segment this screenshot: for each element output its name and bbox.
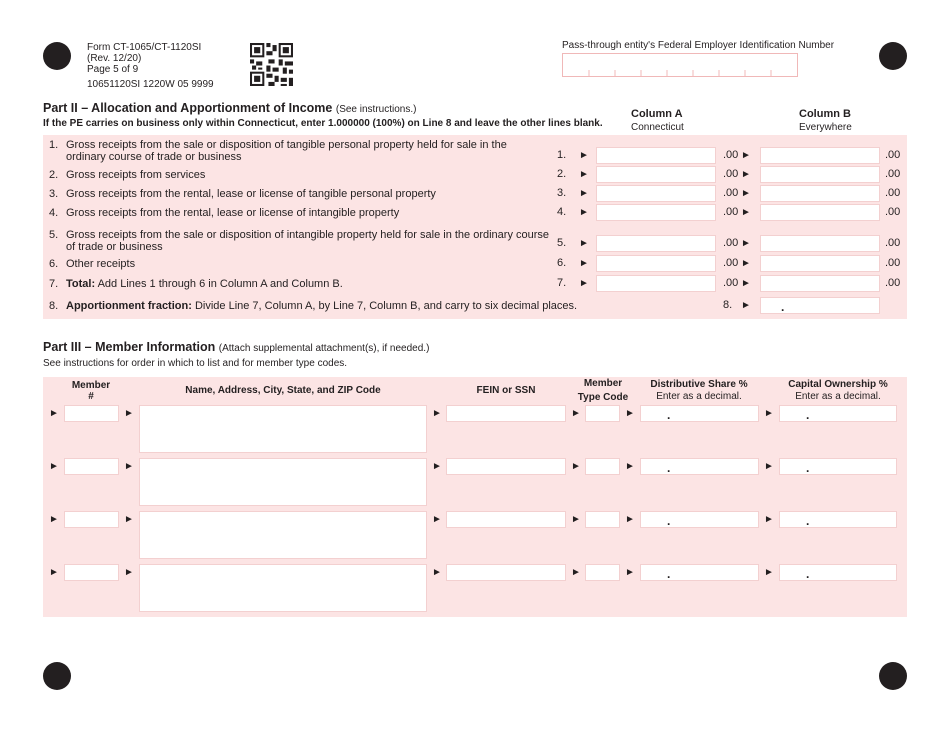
fein-digit-separators [563, 54, 797, 76]
decimal-point: . [667, 514, 671, 528]
member-name-address-input[interactable] [139, 405, 427, 453]
column-a-input[interactable] [596, 185, 716, 202]
form-code: 10651120SI 1220W 05 9999 [87, 79, 214, 90]
cents-label: .00 [723, 277, 739, 289]
capital-ownership-input[interactable] [779, 458, 897, 475]
line8-text: Divide Line 7, Column A, by Line 7, Column B, and carry to six decimal places. [194, 300, 578, 312]
column-b-input[interactable] [760, 166, 880, 183]
part2-note: If the PE carries on business only within Connecticut, enter 1.000000 (100%) on Line 8 and leave the other lines blank. [43, 118, 603, 129]
member-type-code-input[interactable] [585, 511, 620, 528]
arrow-icon: ► [49, 461, 59, 472]
header-member-type: Member [583, 378, 623, 389]
line-number: 2. [49, 169, 59, 181]
column-a-input[interactable] [596, 255, 716, 272]
arrow-icon: ► [741, 258, 751, 269]
part2-see-instructions: (See instructions.) [335, 104, 417, 115]
fein-ssn-input[interactable] [446, 458, 566, 475]
cents-label: .00 [723, 237, 739, 249]
header-member-number: # [88, 391, 94, 402]
arrow-icon: ► [741, 238, 751, 249]
fein-label: Pass-through entity's Federal Employer Identification Number [562, 40, 835, 51]
cents-label: .00 [885, 187, 901, 199]
part3-attach-note: (Attach supplemental attachment(s), if needed.) [218, 343, 430, 354]
line-text-continued: ordinary course of trade or business [66, 151, 242, 163]
distributive-share-input[interactable] [640, 564, 759, 581]
part3-title-text: Part III – Member Information [43, 340, 216, 354]
part2-title [43, 101, 416, 115]
line-ref-number: 7. [557, 277, 567, 289]
line-number: 8. [49, 300, 59, 312]
arrow-icon: ► [579, 238, 589, 249]
arrow-icon: ► [124, 514, 134, 525]
arrow-icon: ► [432, 514, 442, 525]
arrow-icon: ► [432, 408, 442, 419]
decimal-point: . [806, 567, 810, 581]
column-a-header: Column A [631, 108, 683, 120]
arrow-icon: ► [625, 514, 635, 525]
column-b-input[interactable] [760, 255, 880, 272]
line7-bold: Total: [66, 278, 96, 290]
member-number-input[interactable] [64, 511, 119, 528]
arrow-icon: ► [579, 169, 589, 180]
arrow-icon: ► [571, 461, 581, 472]
decimal-point: . [667, 408, 671, 422]
line-text: Gross receipts from the rental, lease or license of tangible personal property [66, 188, 436, 200]
distributive-share-input[interactable] [640, 458, 759, 475]
registration-mark [879, 662, 907, 690]
line-ref-number: 8. [723, 299, 733, 311]
column-b-input[interactable] [760, 235, 880, 252]
line-text-continued: of trade or business [66, 241, 163, 253]
registration-mark [879, 42, 907, 70]
form-id: Form CT-1065/CT-1120SI [87, 42, 202, 53]
arrow-icon: ► [571, 514, 581, 525]
column-b-input[interactable] [760, 185, 880, 202]
cents-label: .00 [723, 187, 739, 199]
column-b-input[interactable] [760, 275, 880, 292]
line7-text: Add Lines 1 through 6 in Column A and Column B. [97, 278, 343, 290]
arrow-icon: ► [124, 567, 134, 578]
column-b-header: Column B [799, 108, 851, 120]
line-ref-number: 1. [557, 149, 567, 161]
page-number: Page 5 of 9 [87, 64, 139, 75]
cents-label: .00 [723, 168, 739, 180]
member-number-input[interactable] [64, 405, 119, 422]
line-text: Gross receipts from the sale or disposition of intangible property held for sale in the ordinary course [66, 229, 550, 241]
fein-ssn-input[interactable] [446, 511, 566, 528]
header-member-type-code: Type Code [577, 392, 629, 403]
arrow-icon: ► [124, 408, 134, 419]
arrow-icon: ► [432, 567, 442, 578]
line-ref-number: 2. [557, 168, 567, 180]
column-a-subheader: Connecticut [631, 122, 684, 133]
arrow-icon: ► [764, 461, 774, 472]
member-type-code-input[interactable] [585, 458, 620, 475]
arrow-icon: ► [124, 461, 134, 472]
qr-code-icon [250, 43, 293, 86]
arrow-icon: ► [571, 408, 581, 419]
apportionment-fraction-input[interactable] [760, 297, 880, 314]
arrow-icon: ► [625, 567, 635, 578]
part3-title [43, 340, 429, 354]
arrow-icon: ► [741, 300, 751, 311]
member-name-address-input[interactable] [139, 564, 427, 612]
column-b-subheader: Everywhere [799, 122, 852, 133]
decimal-point: . [806, 514, 810, 528]
fein-ssn-input[interactable] [446, 564, 566, 581]
arrow-icon: ► [625, 408, 635, 419]
line-text: Other receipts [66, 258, 136, 270]
column-a-input[interactable] [596, 235, 716, 252]
line-ref-number: 6. [557, 257, 567, 269]
cents-label: .00 [885, 257, 901, 269]
header-capital-ownership: Capital Ownership % [788, 379, 888, 390]
line-number: 5. [49, 229, 59, 241]
line8-bold: Apportionment fraction: [66, 300, 192, 312]
line-text: Gross receipts from the rental, lease or license of intangible property [66, 207, 400, 219]
arrow-icon: ► [579, 278, 589, 289]
column-a-input[interactable] [596, 275, 716, 292]
arrow-icon: ► [49, 514, 59, 525]
arrow-icon: ► [579, 188, 589, 199]
distributive-share-input[interactable] [640, 511, 759, 528]
arrow-icon: ► [741, 278, 751, 289]
fein-ssn-input[interactable] [446, 405, 566, 422]
line-ref-number: 5. [557, 237, 567, 249]
member-number-input[interactable] [64, 564, 119, 581]
column-b-input[interactable] [760, 147, 880, 164]
arrow-icon: ► [579, 150, 589, 161]
arrow-icon: ► [741, 207, 751, 218]
decimal-point: . [806, 461, 810, 475]
form-rev: (Rev. 12/20) [87, 53, 142, 64]
member-name-address-input[interactable] [139, 458, 427, 506]
cents-label: .00 [885, 237, 901, 249]
arrow-icon: ► [764, 567, 774, 578]
member-type-code-input[interactable] [585, 405, 620, 422]
part3-note: See instructions for order in which to list and for member type codes. [43, 358, 348, 369]
distributive-share-input[interactable] [640, 405, 759, 422]
cents-label: .00 [885, 277, 901, 289]
column-b-input[interactable] [760, 204, 880, 221]
line-number: 3. [49, 188, 59, 200]
line-ref-number: 3. [557, 187, 567, 199]
line-ref-number: 4. [557, 206, 567, 218]
decimal-point: . [806, 408, 810, 422]
header-fein: FEIN or SSN [476, 385, 536, 396]
part2-title-text: Part II – Allocation and Apportionment of Income [43, 101, 333, 115]
cents-label: .00 [885, 149, 901, 161]
header-capital-ownership-note: Enter as a decimal. [795, 391, 881, 402]
registration-mark [43, 42, 71, 70]
cents-label: .00 [885, 206, 901, 218]
line-text [66, 300, 577, 312]
header-distributive-share: Distributive Share % [650, 379, 748, 390]
arrow-icon: ► [625, 461, 635, 472]
member-number-input[interactable] [64, 458, 119, 475]
header-distributive-share-note: Enter as a decimal. [656, 391, 742, 402]
decimal-point: . [667, 461, 671, 475]
line-number: 1. [49, 139, 59, 151]
decimal-point: . [781, 300, 785, 314]
cents-label: .00 [723, 257, 739, 269]
capital-ownership-input[interactable] [779, 564, 897, 581]
capital-ownership-input[interactable] [779, 405, 897, 422]
line-number: 7. [49, 278, 59, 290]
column-a-input[interactable] [596, 147, 716, 164]
header-member: Member [71, 380, 111, 391]
fein-input[interactable] [562, 53, 798, 77]
arrow-icon: ► [49, 408, 59, 419]
registration-mark [43, 662, 71, 690]
cents-label: .00 [723, 206, 739, 218]
member-name-address-input[interactable] [139, 511, 427, 559]
arrow-icon: ► [579, 258, 589, 269]
column-a-input[interactable] [596, 166, 716, 183]
column-a-input[interactable] [596, 204, 716, 221]
capital-ownership-input[interactable] [779, 511, 897, 528]
member-type-code-input[interactable] [585, 564, 620, 581]
decimal-point: . [667, 567, 671, 581]
cents-label: .00 [885, 168, 901, 180]
arrow-icon: ► [579, 207, 589, 218]
header-name: Name, Address, City, State, and ZIP Code [185, 385, 381, 396]
cents-label: .00 [723, 149, 739, 161]
arrow-icon: ► [764, 514, 774, 525]
arrow-icon: ► [741, 169, 751, 180]
line-text: Gross receipts from the sale or disposition of tangible personal property held for sale in the [66, 139, 507, 151]
line-number: 6. [49, 258, 59, 270]
arrow-icon: ► [432, 461, 442, 472]
arrow-icon: ► [741, 188, 751, 199]
arrow-icon: ► [571, 567, 581, 578]
line-text [66, 278, 343, 290]
arrow-icon: ► [764, 408, 774, 419]
line-text: Gross receipts from services [66, 169, 206, 181]
arrow-icon: ► [741, 150, 751, 161]
line-number: 4. [49, 207, 59, 219]
arrow-icon: ► [49, 567, 59, 578]
